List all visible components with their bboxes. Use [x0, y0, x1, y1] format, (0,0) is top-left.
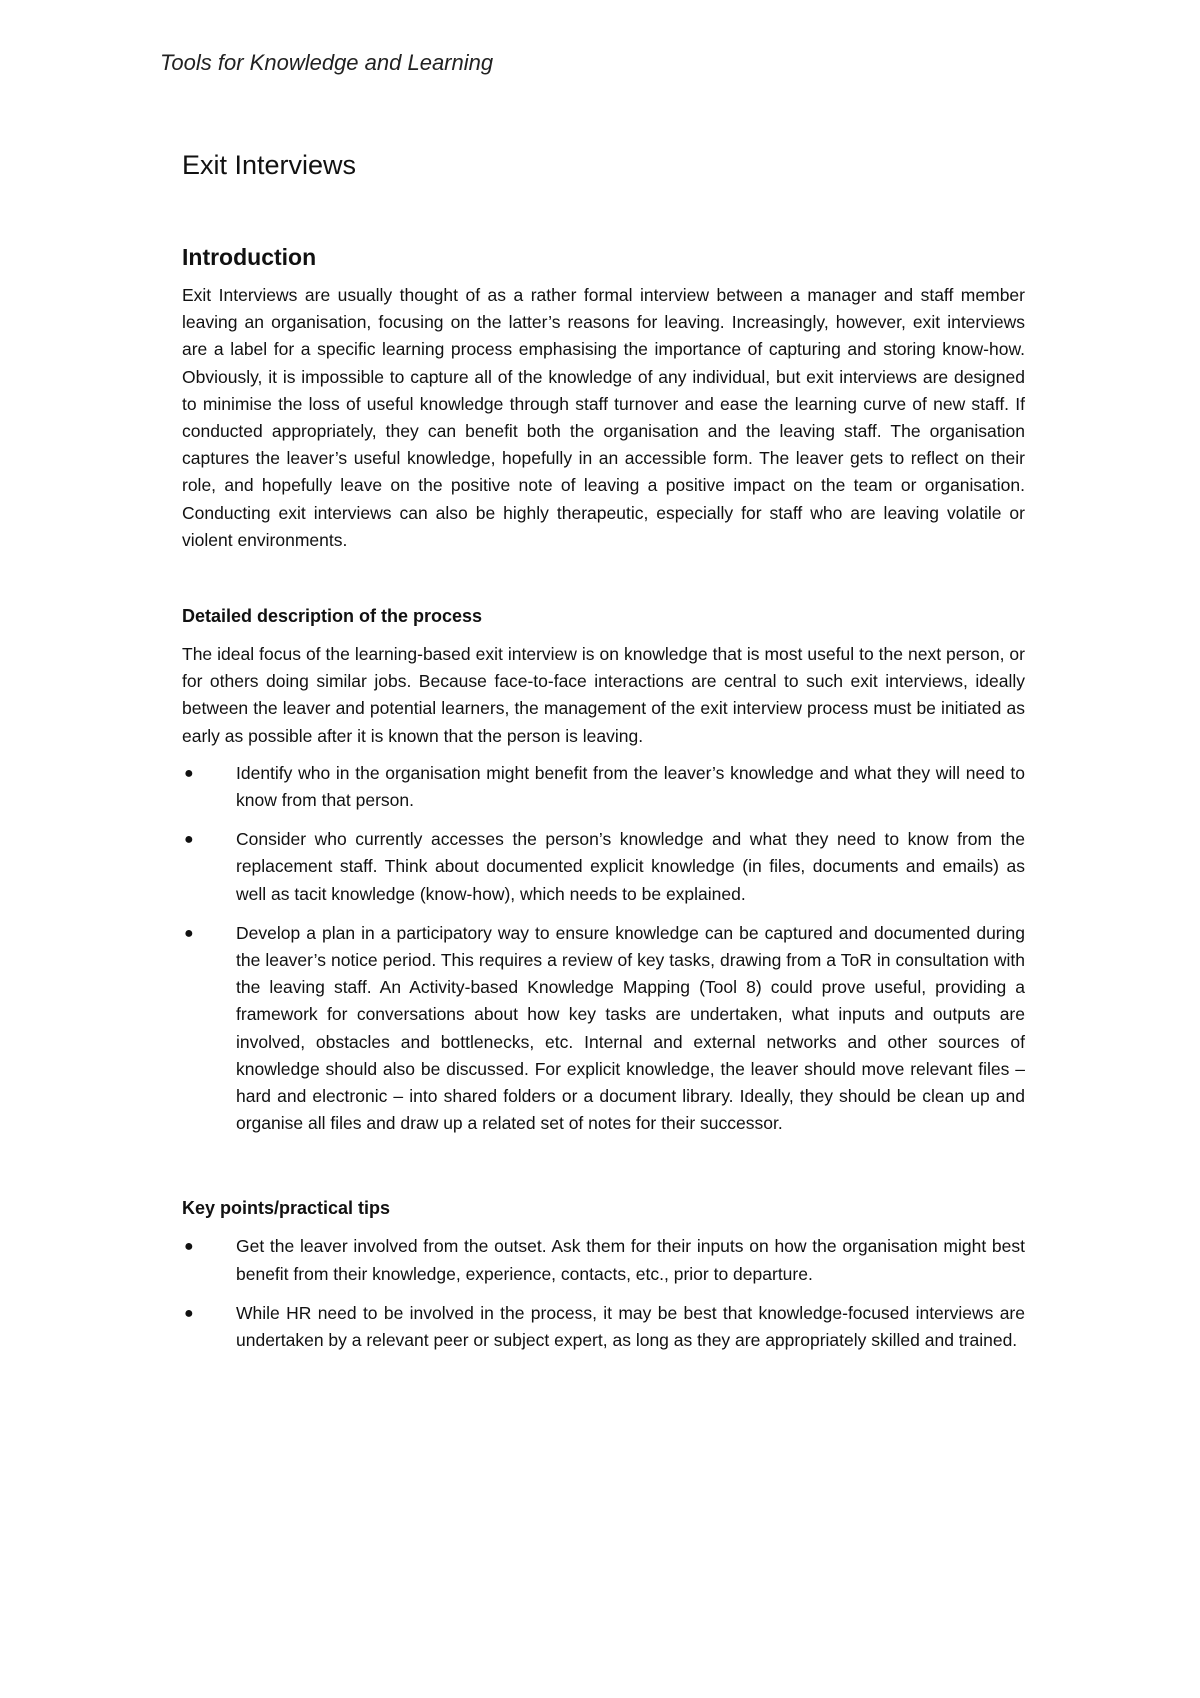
- process-steps-list: [182, 760, 1025, 1138]
- key-points-heading: Key points/practical tips: [182, 1198, 391, 1219]
- running-header: Tools for Knowledge and Learning: [160, 50, 494, 75]
- bullet-icon: ●: [184, 764, 194, 782]
- list-item-text: Get the leaver involved from the outset. Ask them for their inputs on how the organisation might best benefit from their knowledge, experience, contacts, etc., prior to departure.: [236, 1236, 1025, 1284]
- list-item-text: Develop a plan in a participatory way to ensure knowledge can be captured and documented during the leaver’s notice period. This requires a review of key tasks, drawing from a ToR in consultation with the leaving staff. An Activity-based Knowledge Mapping (Tool 8) could prove useful, providing a framework for conversations about how key tasks are undertaken, what inputs and outputs are involved, obstacles and bottlenecks, etc. Internal and external networks and other sources of knowledge should also be discussed. For explicit knowledge, the leaver should move relevant files – hard and electronic – into shared folders or a document library. Ideally, they should be clean up and organise all files and draw up a related set of notes for their successor.: [236, 922, 1025, 1134]
- list-item: [182, 920, 1025, 1138]
- bullet-icon: ●: [184, 1238, 194, 1256]
- list-item-text: Identify who in the organisation might benefit from the leaver’s knowledge and what they will need to know from that person.: [236, 762, 1025, 811]
- list-item: [182, 1300, 1025, 1354]
- list-item: [182, 1233, 1025, 1287]
- bullet-icon: ●: [184, 924, 194, 942]
- bullet-icon: ●: [184, 1304, 194, 1322]
- list-item: [182, 826, 1025, 908]
- introduction-paragraph: Exit Interviews are usually thought of as a rather formal interview between a manager and staff member leaving an organisation, focusing on the latter’s reasons for leaving. Increasingly, however, exit interviews are a label for a specific learning process emphasising the importance of capturing and storing know-how. Obviously, it is impossible to capture all of the knowledge of any individual, but exit interviews are designed to minimise the loss of useful knowledge through staff turnover and ease the learning curve of new staff. If conducted appropriately, they can benefit both the organisation and the leaving staff. The organisation captures the leaver’s useful knowledge, hopefully in an accessible form. The leaver gets to reflect on their role, and hopefully leave on the positive note of leaving a positive impact on the team or organisation. Conducting exit interviews can also be highly therapeutic, especially for staff who are leaving volatile or violent environments.: [182, 285, 1025, 550]
- detailed-description-heading: Detailed description of the process: [182, 606, 483, 627]
- page-title: Exit Interviews: [182, 150, 357, 180]
- key-points-list: [182, 1233, 1025, 1354]
- list-item-text: Consider who currently accesses the person’s knowledge and what they need to know from the replacement staff. Think about documented explicit knowledge (in files, documents and emails) as well as tacit knowledge (know-how), which needs to be explained.: [236, 829, 1025, 904]
- document-body: [182, 148, 1025, 1366]
- detailed-description-paragraph: The ideal focus of the learning-based exit interview is on knowledge that is most useful to the next person, or for others doing similar jobs. Because face-to-face interactions are central to such exit interviews, ideally between the leaver and potential learners, the management of the exit interview process must be initiated as early as possible after it is known that the person is leaving.: [182, 644, 1025, 746]
- list-item: [182, 760, 1025, 814]
- bullet-icon: ●: [184, 831, 194, 849]
- list-item-text: While HR need to be involved in the process, it may be best that knowledge-focused interviews are undertaken by a relevant peer or subject expert, as long as they are appropriately skilled and trained.: [236, 1302, 1025, 1351]
- introduction-heading: Introduction: [182, 244, 317, 270]
